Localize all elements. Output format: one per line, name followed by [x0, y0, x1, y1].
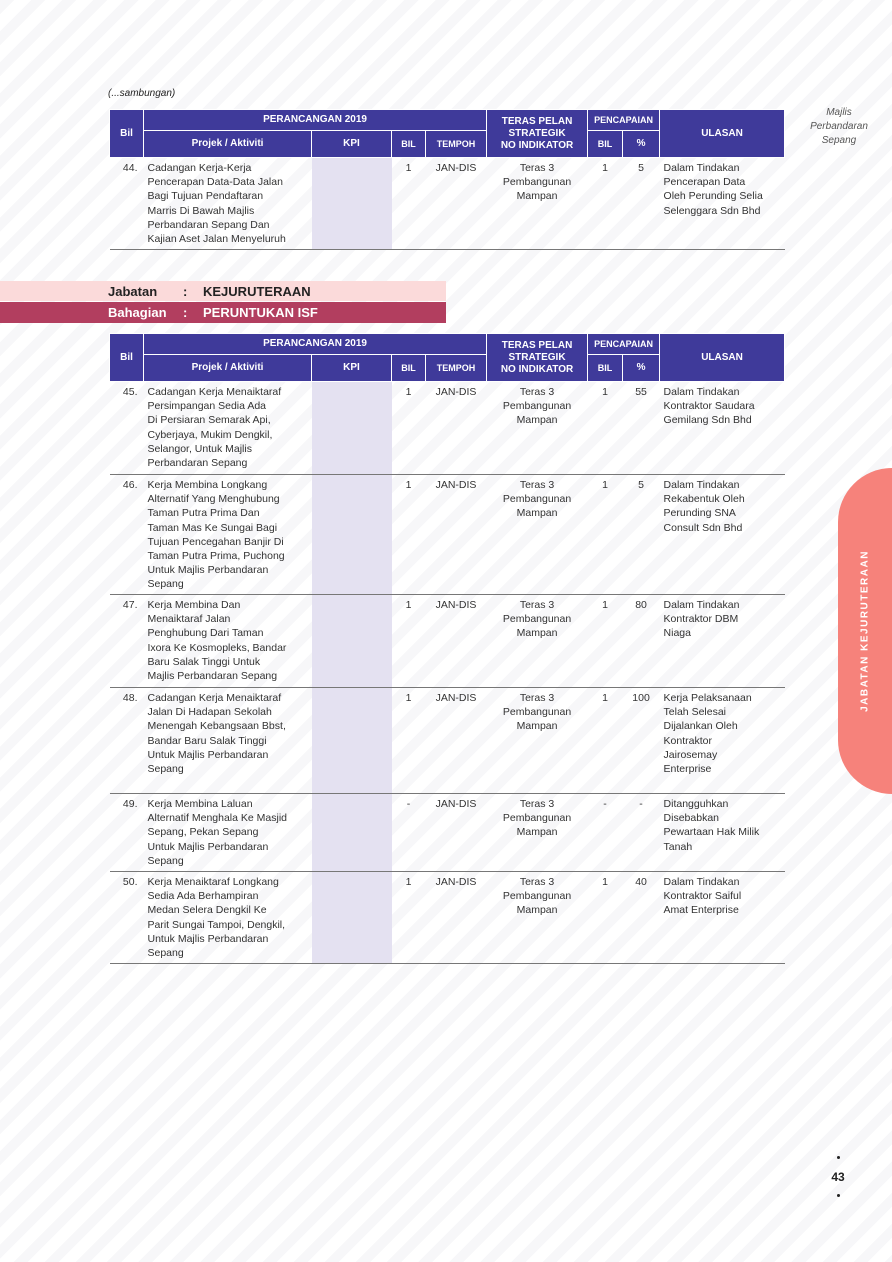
row-projek-line: Alternatif Yang Menghubung	[147, 493, 280, 506]
row-ulasan	[660, 688, 785, 794]
row-projek-line: Di Persiaran Semarak Api,	[147, 414, 271, 427]
row-projek	[144, 794, 312, 872]
row-ulasan-line: Consult Sdn Bhd	[663, 521, 743, 534]
row-projek	[144, 688, 312, 794]
row-projek-line: Menaiktaraf Jalan	[147, 613, 231, 626]
row-teras	[487, 382, 588, 475]
row-projek-line: Pencerapan Data-Data Jalan	[147, 176, 283, 189]
bahagian-value: PERUNTUKAN ISF	[203, 305, 318, 320]
row-projek-line: Alternatif Menghala Ke Masjid	[147, 812, 287, 825]
row-kpi	[312, 475, 392, 595]
row-ulasan-line: Gemilang Sdn Bhd	[663, 414, 752, 427]
row-teras-line: Teras 3	[519, 798, 555, 810]
row-ulasan-line: Oleh Perunding Selia	[663, 190, 763, 203]
row-ulasan-line: Kontraktor Saudara	[663, 400, 755, 413]
row-bil: 1	[392, 688, 426, 794]
row-tempoh: JAN-DIS	[426, 595, 487, 688]
row-pct: 100	[623, 688, 660, 794]
row-projek-line: Untuk Majlis Perbandaran	[147, 840, 269, 853]
row-teras-line: Teras 3	[519, 479, 555, 491]
row-kpi	[312, 158, 392, 250]
row-pencapaian-bil: 1	[588, 872, 623, 964]
side-tab-label: JABATAN KEJURUTERAAN	[859, 550, 871, 712]
row-bil: 1	[392, 595, 426, 688]
row-bil: 1	[392, 158, 426, 250]
row-projek-line: Kerja Menaiktaraf Longkang	[147, 876, 279, 888]
row-ulasan-line: Kontraktor DBM	[663, 613, 739, 626]
row-ulasan-line: Pencerapan Data	[663, 176, 746, 189]
row-ulasan-line: Perunding SNA	[663, 507, 736, 520]
row-teras	[487, 158, 588, 250]
row-ulasan-line: Kontraktor Saiful	[663, 890, 742, 903]
side-note-line: Perbandaran	[810, 121, 868, 132]
row-ulasan-line: Amat Enterprise	[663, 904, 739, 917]
row-ulasan-line: Jairosemay	[663, 748, 718, 761]
row-number: 49.	[110, 794, 144, 872]
row-pencapaian-bil: -	[588, 794, 623, 872]
header-teras-line: TERAS PELAN	[501, 339, 573, 351]
row-kpi	[312, 688, 392, 794]
header-tempoh: TEMPOH	[426, 355, 487, 382]
row-kpi	[312, 794, 392, 872]
row-pct: 80	[623, 595, 660, 688]
row-ulasan-line: Disebabkan	[663, 812, 719, 825]
row-pencapaian-bil: 1	[588, 595, 623, 688]
page-number: 43	[831, 1170, 845, 1184]
row-number: 48.	[110, 688, 144, 794]
bahagian-label: Bahagian	[108, 305, 167, 320]
row-projek	[144, 872, 312, 964]
row-pct: 5	[623, 475, 660, 595]
row-teras-line: Teras 3	[519, 599, 555, 611]
table-row	[110, 595, 785, 688]
row-kpi	[312, 382, 392, 475]
row-projek-line: Marris Di Bawah Majlis	[147, 204, 255, 217]
row-projek-line: Untuk Majlis Perbandaran	[147, 564, 269, 577]
row-pct: 55	[623, 382, 660, 475]
row-number: 46.	[110, 475, 144, 595]
header-bil2: BIL	[392, 355, 426, 382]
kpi-table-2	[109, 333, 785, 964]
row-ulasan-line: Telah Selesai	[663, 706, 727, 719]
row-projek-line: Medan Selera Dengkil Ke	[147, 904, 267, 917]
header-pencapaian: PENCAPAIAN	[588, 334, 660, 355]
header-pencapaian-bil: BIL	[588, 355, 623, 382]
row-ulasan-line: Niaga	[663, 627, 691, 640]
row-projek	[144, 158, 312, 250]
row-pencapaian-bil: 1	[588, 382, 623, 475]
row-ulasan-line: Enterprise	[663, 763, 712, 776]
side-note	[796, 106, 882, 148]
row-projek-line: Sepang	[147, 854, 184, 867]
row-ulasan-line: Selenggara Sdn Bhd	[663, 204, 761, 217]
row-projek	[144, 595, 312, 688]
row-teras	[487, 688, 588, 794]
table-row	[110, 872, 785, 964]
row-projek-line: Sepang	[147, 578, 184, 591]
header-teras-line: NO INDIKATOR	[500, 363, 574, 375]
row-teras-line: Pembangunan	[502, 890, 572, 903]
row-ulasan-line: Kontraktor	[663, 734, 712, 747]
row-ulasan-line: Ditangguhkan	[663, 798, 729, 810]
row-bil: -	[392, 794, 426, 872]
header-teras-line: TERAS PELAN	[501, 115, 573, 127]
header-perancangan: PERANCANGAN 2019	[144, 110, 487, 131]
row-projek-line: Sepang, Pekan Sepang	[147, 826, 259, 839]
row-tempoh: JAN-DIS	[426, 872, 487, 964]
row-ulasan-line: Dalam Tindakan	[663, 876, 740, 888]
row-projek-line: Cadangan Kerja Menaiktaraf	[147, 692, 282, 704]
row-projek-line: Kajian Aset Jalan Menyeluruh	[147, 233, 286, 246]
row-projek-line: Sepang	[147, 763, 184, 776]
row-tempoh: JAN-DIS	[426, 475, 487, 595]
header-teras-line: STRATEGIK	[508, 351, 566, 363]
jabatan-value: KEJURUTERAAN	[203, 284, 311, 299]
row-teras-line: Pembangunan	[502, 400, 572, 413]
row-kpi	[312, 872, 392, 964]
row-teras-line: Teras 3	[519, 876, 555, 888]
row-bil: 1	[392, 475, 426, 595]
row-projek-line: Kerja Membina Longkang	[147, 479, 268, 491]
row-pencapaian-bil: 1	[588, 158, 623, 250]
row-teras-line: Mampan	[516, 720, 558, 733]
row-projek-line: Cadangan Kerja Menaiktaraf	[147, 386, 282, 398]
row-tempoh: JAN-DIS	[426, 794, 487, 872]
page-dot-top	[837, 1156, 840, 1159]
header-ulasan: ULASAN	[660, 110, 785, 158]
row-teras-line: Pembangunan	[502, 812, 572, 825]
row-projek-line: Kerja Membina Dan	[147, 599, 241, 611]
row-projek-line: Ixora Ke Kosmopleks, Bandar	[147, 641, 287, 654]
row-teras-line: Teras 3	[519, 162, 555, 174]
header-pencapaian: PENCAPAIAN	[588, 110, 660, 131]
row-projek-line: Baru Salak Tinggi Untuk	[147, 655, 261, 668]
row-projek-line: Parit Sungai Tampoi, Dengkil,	[147, 918, 286, 931]
row-ulasan	[660, 872, 785, 964]
row-ulasan	[660, 382, 785, 475]
row-pencapaian-bil: 1	[588, 475, 623, 595]
header-ulasan: ULASAN	[660, 334, 785, 382]
row-projek-line: Bandar Baru Salak Tinggi	[147, 734, 267, 747]
bahagian-colon: :	[183, 305, 188, 320]
row-projek-line: Selangor, Untuk Majlis	[147, 442, 252, 455]
row-tempoh: JAN-DIS	[426, 158, 487, 250]
header-bil: Bil	[110, 110, 144, 158]
header-bil: Bil	[110, 334, 144, 382]
row-ulasan	[660, 475, 785, 595]
row-teras-line: Mampan	[516, 904, 558, 917]
row-teras-line: Mampan	[516, 627, 558, 640]
table-row	[110, 475, 785, 595]
row-projek-line: Cyberjaya, Mukim Dengkil,	[147, 428, 273, 441]
row-projek-line: Cadangan Kerja-Kerja	[147, 162, 252, 174]
header-kpi: KPI	[312, 355, 392, 382]
row-number: 44.	[110, 158, 144, 250]
row-pct: 40	[623, 872, 660, 964]
row-teras-line: Teras 3	[519, 692, 555, 704]
row-pct: -	[623, 794, 660, 872]
row-kpi	[312, 595, 392, 688]
table-row	[110, 382, 785, 475]
row-ulasan-line: Tanah	[663, 840, 693, 853]
row-teras-line: Pembangunan	[502, 613, 572, 626]
jabatan-colon: :	[183, 284, 188, 299]
row-number: 45.	[110, 382, 144, 475]
row-teras-line: Mampan	[516, 826, 558, 839]
row-ulasan-line: Kerja Pelaksanaan	[663, 692, 752, 704]
row-projek	[144, 382, 312, 475]
row-teras-line: Pembangunan	[502, 706, 572, 719]
header-projek: Projek / Aktiviti	[144, 355, 312, 382]
row-projek-line: Persimpangan Sedia Ada	[147, 400, 266, 413]
row-pct: 5	[623, 158, 660, 250]
page-dot-bottom	[837, 1194, 840, 1197]
row-projek-line: Menengah Kebangsaan Bbst,	[147, 720, 286, 733]
table-row	[110, 158, 785, 250]
row-projek-line: Bagi Tujuan Pendaftaran	[147, 190, 264, 203]
row-teras-line: Pembangunan	[502, 176, 572, 189]
row-ulasan-line: Dalam Tindakan	[663, 386, 740, 398]
header-tempoh: TEMPOH	[426, 131, 487, 158]
row-projek-line: Sepang	[147, 947, 184, 960]
header-teras-line: STRATEGIK	[508, 127, 566, 139]
row-ulasan-line: Rekabentuk Oleh	[663, 493, 745, 506]
header-kpi: KPI	[312, 131, 392, 158]
row-projek	[144, 475, 312, 595]
row-projek-line: Jalan Di Hadapan Sekolah	[147, 706, 272, 719]
row-teras-line: Mampan	[516, 190, 558, 203]
row-ulasan	[660, 158, 785, 250]
row-teras	[487, 595, 588, 688]
row-projek-line: Taman Putra Prima Dan	[147, 507, 260, 520]
header-pencapaian-bil: BIL	[588, 131, 623, 158]
row-teras-line: Mampan	[516, 414, 558, 427]
row-teras-line: Mampan	[516, 507, 558, 520]
table-row	[110, 688, 785, 794]
row-pencapaian-bil: 1	[588, 688, 623, 794]
row-projek-line: Kerja Membina Laluan	[147, 798, 253, 810]
row-projek-line: Untuk Majlis Perbandaran	[147, 932, 269, 945]
row-bil: 1	[392, 872, 426, 964]
row-number: 47.	[110, 595, 144, 688]
row-projek-line: Perbandaran Sepang Dan	[147, 218, 270, 231]
row-projek-line: Majlis Perbandaran Sepang	[147, 670, 278, 683]
row-projek-line: Tujuan Pencegahan Banjir Di	[147, 535, 284, 548]
row-projek-line: Taman Mas Ke Sungai Bagi	[147, 521, 278, 534]
row-teras	[487, 475, 588, 595]
row-ulasan-line: Dalam Tindakan	[663, 162, 740, 174]
row-ulasan	[660, 595, 785, 688]
row-ulasan-line: Dijalankan Oleh	[663, 720, 738, 733]
row-teras	[487, 794, 588, 872]
header-teras-line: NO INDIKATOR	[500, 139, 574, 151]
row-teras-line: Teras 3	[519, 386, 555, 398]
header-teras	[487, 334, 588, 382]
header-projek: Projek / Aktiviti	[144, 131, 312, 158]
row-ulasan-line: Dalam Tindakan	[663, 479, 740, 491]
header-bil2: BIL	[392, 131, 426, 158]
side-note-line: Majlis	[826, 107, 852, 118]
header-perancangan: PERANCANGAN 2019	[144, 334, 487, 355]
row-projek-line: Perbandaran Sepang	[147, 457, 248, 470]
row-ulasan	[660, 794, 785, 872]
jabatan-label: Jabatan	[108, 284, 158, 299]
row-tempoh: JAN-DIS	[426, 382, 487, 475]
row-ulasan-line: Dalam Tindakan	[663, 599, 740, 611]
row-projek-line: Taman Putra Prima, Puchong	[147, 550, 285, 563]
row-projek-line: Untuk Majlis Perbandaran	[147, 748, 269, 761]
row-teras-line: Pembangunan	[502, 493, 572, 506]
header-pct: %	[623, 131, 660, 158]
side-note-line: Sepang	[821, 135, 857, 146]
row-teras	[487, 872, 588, 964]
row-projek-line: Sedia Ada Berhampiran	[147, 890, 259, 903]
row-bil: 1	[392, 382, 426, 475]
row-tempoh: JAN-DIS	[426, 688, 487, 794]
row-ulasan-line: Pewartaan Hak Milik	[663, 826, 760, 839]
header-pct: %	[623, 355, 660, 382]
header-teras	[487, 110, 588, 158]
continued-label: (...sambungan)	[108, 88, 176, 99]
kpi-table-1	[109, 109, 785, 250]
row-number: 50.	[110, 872, 144, 964]
table-row	[110, 794, 785, 872]
row-projek-line: Penghubung Dari Taman	[147, 627, 264, 640]
